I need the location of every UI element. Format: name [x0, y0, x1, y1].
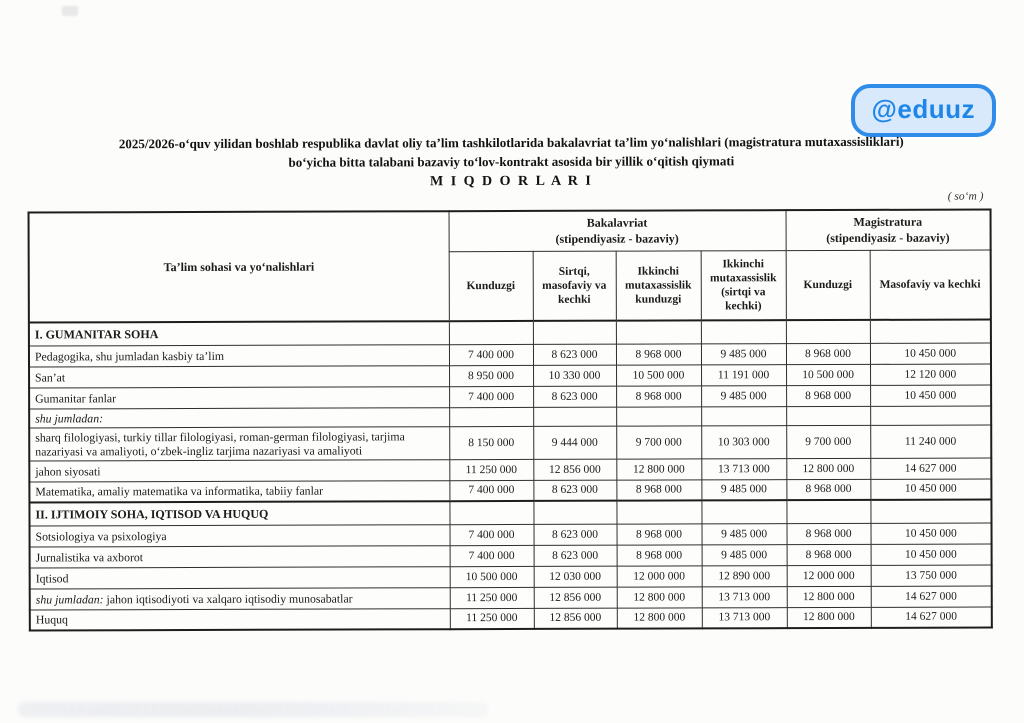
value-cell — [870, 319, 991, 342]
value-cell: 14 627 000 — [870, 457, 991, 478]
value-cell: 12 000 000 — [617, 565, 702, 586]
table-row — [29, 478, 991, 502]
value-cell: 10 303 000 — [701, 425, 786, 458]
value-cell — [701, 500, 786, 523]
value-cell: 11 250 000 — [449, 459, 533, 480]
value-cell: 10 450 000 — [871, 543, 992, 564]
value-cell: 12 800 000 — [787, 607, 871, 628]
value-cell: 12 856 000 — [534, 608, 617, 629]
value-cell: 7 400 000 — [450, 545, 534, 566]
value-cell: 12 856 000 — [533, 459, 616, 480]
value-cell: 14 627 000 — [871, 606, 992, 627]
value-cell: 8 150 000 — [449, 426, 533, 459]
table-row — [29, 384, 991, 408]
table-row — [29, 424, 991, 460]
value-cell: 8 623 000 — [533, 480, 616, 501]
row-label: Huquq — [30, 608, 450, 630]
subcolumn-header: Ikkinchi mutaxassislik kunduzgi — [616, 250, 701, 320]
table-row — [30, 543, 992, 567]
row-label: sharq filologiyasi, turkiy tillar filologiyasi, roman-german filologiyasi, tarjima nazariyasi va amaliyoti, o‘zbek-ingliz tarjima nazariyasi va amaliyoti — [29, 426, 449, 460]
value-cell: 8 623 000 — [534, 524, 617, 545]
value-cell: 9 700 000 — [786, 425, 870, 458]
value-cell: 12 890 000 — [702, 565, 787, 586]
value-cell — [701, 320, 786, 343]
value-cell: 14 627 000 — [871, 585, 992, 606]
value-cell: 10 500 000 — [786, 364, 870, 385]
value-cell: 11 240 000 — [870, 424, 991, 457]
subcolumn-header: Sirtqi, masofaviy va kechki — [533, 251, 616, 321]
value-cell: 10 450 000 — [870, 342, 991, 363]
value-cell — [786, 500, 870, 523]
value-cell: 13 713 000 — [701, 458, 786, 479]
row-label: Matematika, amaliy matematika va informatika, tabiiy fanlar — [29, 480, 449, 502]
value-cell: 9 700 000 — [616, 425, 701, 458]
value-cell: 12 000 000 — [787, 565, 871, 586]
value-cell — [870, 499, 991, 522]
value-cell: 12 800 000 — [617, 607, 702, 628]
value-cell — [533, 407, 616, 426]
row-label: Pedagogika, shu jumladan kasbiy ta’lim — [29, 344, 449, 366]
value-cell: 12 800 000 — [786, 458, 870, 479]
value-cell: 13 713 000 — [702, 586, 787, 607]
table-row — [30, 585, 992, 609]
title-heading-miqdorlari: M I Q D O R L A R I — [429, 173, 593, 190]
value-cell — [616, 500, 701, 523]
eduuz-badge-label: @eduuz — [871, 94, 975, 124]
value-cell — [449, 407, 533, 426]
table-row — [30, 564, 992, 588]
value-cell: 8 968 000 — [616, 479, 701, 500]
subcolumn-header: Kunduzgi — [786, 250, 870, 320]
value-cell: 10 450 000 — [870, 478, 991, 499]
column-header-fields: Ta’lim sohasi va yo‘nalishlari — [29, 211, 449, 322]
document-title — [0, 131, 1023, 192]
subcolumn-header: Masofaviy va kechki — [870, 249, 991, 319]
subcolumn-header: Kunduzgi — [449, 251, 533, 321]
value-cell: 8 968 000 — [786, 385, 870, 406]
value-cell: 8 968 000 — [616, 343, 701, 364]
tuition-fees-table — [28, 208, 993, 631]
table-row — [29, 342, 991, 366]
group-title: Magistratura — [853, 214, 923, 230]
value-cell: 13 750 000 — [871, 564, 992, 585]
value-cell: 10 500 000 — [616, 364, 701, 385]
table-body — [29, 319, 992, 630]
value-cell: 8 968 000 — [617, 544, 702, 565]
value-cell: 9 485 000 — [702, 544, 787, 565]
value-cell: 8 968 000 — [787, 523, 871, 544]
value-cell: 9 485 000 — [701, 343, 786, 364]
value-cell — [701, 406, 786, 425]
value-cell: 8 623 000 — [533, 386, 616, 407]
value-cell — [449, 501, 533, 524]
value-cell — [533, 321, 616, 344]
group-subtitle: (stipendiyasiz - bazaviy) — [555, 231, 679, 247]
row-label: shu jumladan: — [29, 407, 449, 427]
value-cell: 11 250 000 — [450, 587, 534, 608]
value-cell: 10 450 000 — [870, 384, 991, 405]
value-cell: 9 485 000 — [702, 523, 787, 544]
table-row — [30, 606, 992, 630]
value-cell — [786, 320, 870, 343]
group-subtitle: (stipendiyasiz - bazaviy) — [826, 230, 950, 246]
row-label: I. GUMANITAR SOHA — [29, 321, 449, 345]
group-header-magistratura — [786, 209, 991, 250]
value-cell — [449, 321, 533, 344]
value-cell: 8 968 000 — [787, 544, 871, 565]
value-cell: 8 623 000 — [533, 344, 616, 365]
subcolumn-header: Ikkinchi mutaxassislik (sirtqi va kechki) — [701, 250, 786, 320]
value-cell: 8 968 000 — [617, 523, 702, 544]
value-cell: 12 120 000 — [870, 363, 991, 384]
table-row — [29, 457, 991, 481]
value-cell: 7 400 000 — [449, 386, 533, 407]
value-cell — [616, 406, 701, 425]
row-label: Jurnalistika va axborot — [30, 545, 450, 567]
value-cell: 8 968 000 — [616, 385, 701, 406]
value-cell: 12 030 000 — [534, 566, 617, 587]
row-label: II. IJTIMOIY SOHA, IQTISOD VA HUQUQ — [29, 501, 449, 525]
value-cell: 8 950 000 — [449, 365, 533, 386]
value-cell: 8 968 000 — [786, 479, 870, 500]
section-row — [29, 319, 991, 345]
table-header — [29, 209, 991, 322]
row-label: Iqtisod — [30, 566, 450, 588]
value-cell: 10 500 000 — [450, 566, 534, 587]
group-header-bakalavriat — [449, 210, 786, 251]
value-cell: 7 400 000 — [449, 480, 533, 501]
row-label: Sotsiologiya va psixologiya — [30, 524, 450, 546]
row-label: San’at — [29, 365, 449, 387]
group-header-row — [29, 209, 991, 252]
value-cell: 12 856 000 — [534, 587, 617, 608]
value-cell: 11 191 000 — [701, 364, 786, 385]
table-row — [30, 522, 992, 546]
value-cell: 9 485 000 — [701, 385, 786, 406]
value-cell — [786, 406, 870, 425]
value-cell: 7 400 000 — [449, 344, 533, 365]
section-row — [29, 499, 991, 525]
value-cell: 11 250 000 — [450, 608, 534, 629]
title-line-1: 2025/2026-o‘quv yilidan boshlab respublika davlat oliy ta’lim tashkilotlarida bakalavriat ta’lim yo‘nalishlari (magistratura mutaxassisliklari) — [118, 133, 904, 152]
value-cell: 10 450 000 — [871, 522, 992, 543]
value-cell: 10 330 000 — [533, 365, 616, 386]
title-line-2: bo‘yicha bitta talabani bazaviy to‘lov-kontrakt asosida bir yillik o‘qitish qiymati — [288, 153, 735, 170]
row-label: shu jumladan: jahon iqtisodiyoti va xalqaro iqtisodiy munosabatlar — [30, 587, 450, 609]
row-label: jahon siyosati — [29, 459, 449, 481]
value-cell — [533, 501, 616, 524]
value-cell — [870, 405, 991, 424]
value-cell: 13 713 000 — [702, 607, 787, 628]
value-cell: 9 485 000 — [701, 479, 786, 500]
table-row — [29, 363, 991, 387]
value-cell: 7 400 000 — [450, 524, 534, 545]
value-cell: 9 444 000 — [533, 426, 616, 459]
value-cell: 12 800 000 — [617, 586, 702, 607]
value-cell: 12 800 000 — [616, 458, 701, 479]
value-cell: 8 968 000 — [786, 343, 870, 364]
currency-unit-note: ( so‘m ) — [947, 190, 984, 203]
row-label: Gumanitar fanlar — [29, 386, 449, 408]
value-cell: 8 623 000 — [534, 545, 617, 566]
value-cell: 12 800 000 — [787, 586, 871, 607]
value-cell — [616, 320, 701, 343]
group-title: Bakalavriat — [586, 215, 648, 231]
